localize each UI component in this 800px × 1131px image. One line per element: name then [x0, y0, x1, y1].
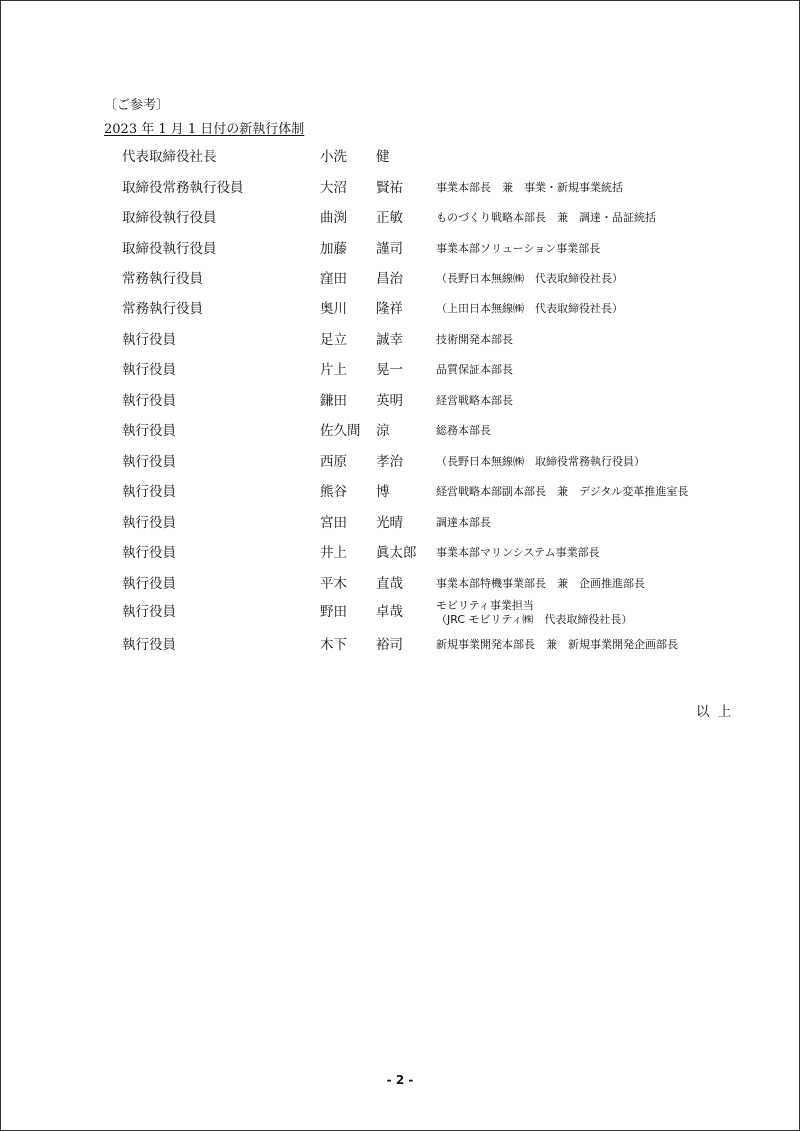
executive-surname: 大沼 [320, 180, 347, 196]
executive-title: 代表取締役社長 [122, 149, 217, 165]
reference-label: 〔ご参考〕 [104, 98, 170, 113]
executive-given-name: 卓哉 [376, 604, 403, 620]
executive-surname: 平木 [320, 576, 347, 592]
executive-surname: 片上 [320, 362, 347, 378]
executive-row [0, 599, 800, 627]
executive-role [436, 599, 632, 627]
executive-role-line: 品質保証本部長 [436, 363, 513, 376]
executive-row [0, 361, 800, 385]
executive-surname: 西原 [320, 454, 347, 470]
executive-row [0, 300, 800, 324]
executive-title: 執行役員 [122, 423, 176, 439]
executive-role-line: （JRC モビリティ㈱ 代表取締役社長） [436, 613, 633, 626]
executive-role-line: 経営戦略本部長 [436, 394, 513, 407]
executive-given-name: 光晴 [376, 515, 403, 531]
executive-row [0, 575, 800, 599]
executive-role [436, 637, 678, 653]
executive-surname: 野田 [320, 604, 347, 620]
executive-given-name: 晃一 [376, 362, 403, 378]
executive-surname: 木下 [320, 637, 347, 653]
executive-given-name: 英明 [376, 393, 403, 409]
executive-row [0, 179, 800, 203]
closing-mark: 以 上 [696, 704, 734, 720]
executive-row [0, 240, 800, 264]
executive-given-name: 誠幸 [376, 332, 403, 348]
executive-role-line: 調達本部長 [436, 516, 491, 529]
executive-given-name: 健 [376, 149, 390, 165]
executive-given-name: 博 [376, 484, 390, 500]
executive-row [0, 514, 800, 538]
executive-surname: 足立 [320, 332, 347, 348]
executive-given-name: 涼 [376, 423, 390, 439]
executive-role [436, 180, 623, 196]
executive-role-line: 総務本部長 [436, 424, 491, 437]
executive-surname: 窪田 [320, 271, 347, 287]
executive-role [436, 515, 491, 531]
executive-title: 執行役員 [122, 576, 176, 592]
executive-row [0, 422, 800, 446]
executive-role [436, 301, 623, 317]
executive-role-line: （長野日本無線㈱ 取締役常務執行役員） [436, 455, 645, 468]
executive-surname: 熊谷 [320, 484, 347, 500]
executive-given-name: 賢祐 [376, 180, 403, 196]
executive-role [436, 271, 623, 287]
executive-given-name: 昌治 [376, 271, 403, 287]
executive-surname: 小洗 [320, 149, 347, 165]
executive-row [0, 148, 800, 172]
executive-surname: 佐久間 [320, 423, 361, 439]
executive-title: 執行役員 [122, 545, 176, 561]
executive-role [436, 332, 513, 348]
executive-role [436, 576, 645, 592]
executive-role-line: モビリティ事業担当 [436, 599, 534, 612]
executive-role-line: ものづくり戦略本部長 兼 調達・品証統括 [436, 211, 656, 224]
executive-role [436, 454, 645, 470]
executive-title: 執行役員 [122, 362, 176, 378]
executive-title: 執行役員 [122, 332, 176, 348]
executive-role [436, 484, 688, 500]
executive-surname: 奥川 [320, 301, 347, 317]
executive-role-line: 技術開発本部長 [436, 333, 513, 346]
executive-role-line: 経営戦略本部副本部長 兼 デジタル変革推進室長 [436, 485, 689, 498]
executive-role [436, 210, 656, 226]
executive-surname: 加藤 [320, 241, 347, 257]
executive-title: 執行役員 [122, 393, 176, 409]
executive-title: 取締役常務執行役員 [122, 180, 244, 196]
executive-given-name: 隆祥 [376, 301, 403, 317]
executive-surname: 井上 [320, 545, 347, 561]
executive-given-name: 孝治 [376, 454, 403, 470]
page-number: - 2 - [386, 1073, 414, 1087]
executive-row [0, 209, 800, 233]
executive-row [0, 483, 800, 507]
executive-given-name: 正敏 [376, 210, 403, 226]
executive-row [0, 392, 800, 416]
executive-title: 常務執行役員 [122, 271, 203, 287]
executive-role [436, 241, 600, 257]
executive-role [436, 423, 491, 439]
executive-role-line: 新規事業開発本部長 兼 新規事業開発企画部長 [436, 638, 678, 651]
executive-role-line: 事業本部マリンシステム事業部長 [436, 546, 600, 559]
executive-role [436, 362, 513, 378]
executive-row [0, 636, 800, 660]
executive-role-line: （長野日本無線㈱ 代表取締役社長） [436, 272, 623, 285]
executive-title: 取締役執行役員 [122, 210, 217, 226]
executive-row [0, 270, 800, 294]
executive-title: 常務執行役員 [122, 301, 203, 317]
executive-row [0, 453, 800, 477]
executive-role [436, 393, 513, 409]
executive-surname: 曲渕 [320, 210, 347, 226]
executive-surname: 鎌田 [320, 393, 347, 409]
executive-given-name: 直哉 [376, 576, 403, 592]
executive-role-line: 事業本部ソリューション事業部長 [436, 242, 601, 255]
executive-title: 執行役員 [122, 454, 176, 470]
executive-row [0, 544, 800, 568]
executive-title: 取締役執行役員 [122, 241, 217, 257]
executive-role-line: 事業本部特機事業部長 兼 企画推進部長 [436, 577, 645, 590]
executive-title: 執行役員 [122, 604, 176, 620]
section-title: 2023 年 1 月 1 日付の新執行体制 [104, 122, 305, 137]
executive-title: 執行役員 [122, 484, 176, 500]
executive-role [436, 545, 600, 561]
executive-given-name: 裕司 [376, 637, 403, 653]
executive-role-line: （上田日本無線㈱ 代表取締役社長） [436, 302, 623, 315]
executive-given-name: 眞太郎 [376, 545, 417, 561]
executive-role-line: 事業本部長 兼 事業・新規事業統括 [436, 181, 623, 194]
executive-surname: 宮田 [320, 515, 347, 531]
executive-title: 執行役員 [122, 637, 176, 653]
executive-row [0, 331, 800, 355]
executive-given-name: 謹司 [376, 241, 403, 257]
executive-title: 執行役員 [122, 515, 176, 531]
